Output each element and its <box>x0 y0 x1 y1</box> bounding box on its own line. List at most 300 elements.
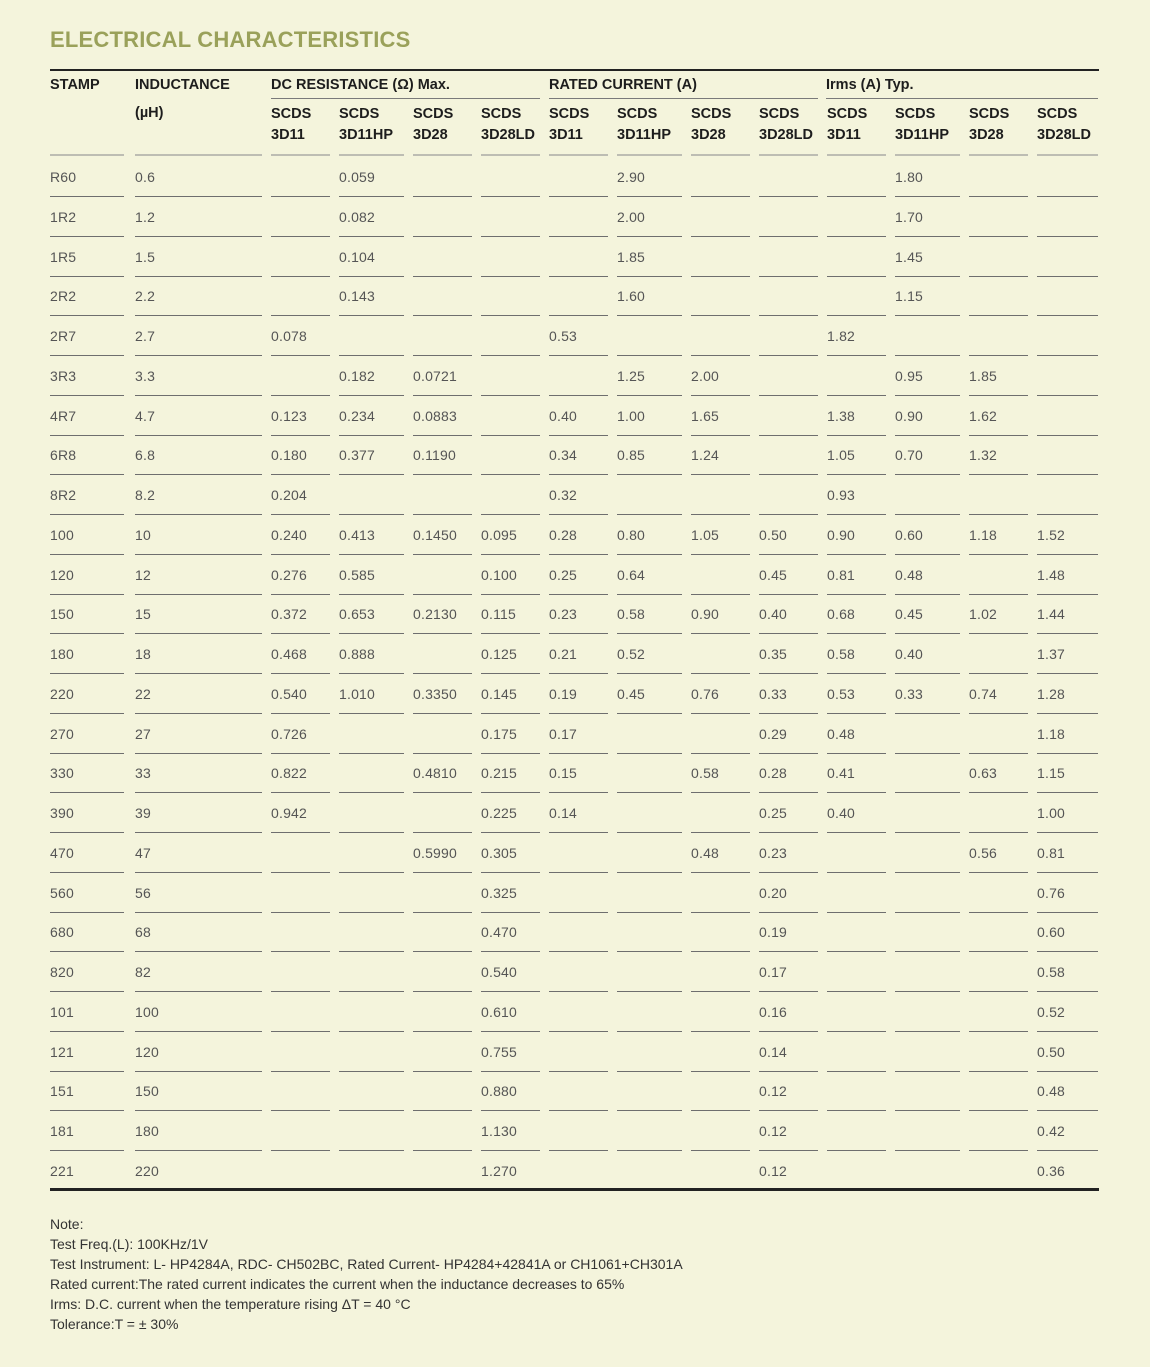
row-rule <box>691 1110 750 1111</box>
sub-header-series: SCDS <box>1037 106 1078 122</box>
row-rule <box>339 236 404 237</box>
column-header-rule <box>50 154 124 156</box>
sub-header-model: 3D28 <box>413 127 448 143</box>
row-rule <box>481 395 540 396</box>
row-rule <box>691 753 750 754</box>
value-cell: 0.52 <box>1037 1003 1066 1020</box>
row-rule <box>691 435 750 436</box>
value-cell: 0.17 <box>759 964 788 980</box>
row-rule <box>691 633 750 634</box>
row-rule <box>135 713 262 714</box>
row-rule <box>969 912 1028 913</box>
inductance-cell: 0.6 <box>135 169 156 185</box>
row-rule <box>271 236 330 237</box>
value-cell: 1.65 <box>691 407 720 424</box>
row-rule <box>481 474 540 475</box>
row-rule <box>135 196 262 197</box>
row-rule <box>969 753 1028 754</box>
row-rule <box>1037 474 1098 475</box>
row-rule <box>413 951 472 952</box>
row-rule <box>413 753 472 754</box>
row-rule <box>617 872 682 873</box>
value-cell: 0.33 <box>759 685 788 702</box>
row-rule <box>617 355 682 356</box>
row-rule <box>50 633 124 634</box>
row-rule <box>1037 435 1098 436</box>
row-rule <box>135 1150 262 1151</box>
value-cell: 0.50 <box>1037 1043 1066 1060</box>
row-rule <box>895 991 960 992</box>
row-rule <box>827 474 886 475</box>
row-rule <box>1037 832 1098 833</box>
row-rule <box>135 554 262 555</box>
inductance-cell: 220 <box>135 1162 159 1179</box>
row-rule <box>617 912 682 913</box>
row-rule <box>50 355 124 356</box>
value-cell: 0.70 <box>895 447 924 464</box>
value-cell: 1.62 <box>969 407 998 424</box>
inductance-cell: 3.3 <box>135 367 156 384</box>
value-cell: 0.4810 <box>413 765 458 782</box>
sub-header <box>827 104 867 146</box>
value-cell: 0.45 <box>759 566 788 583</box>
row-rule <box>339 276 404 277</box>
stamp-cell: 390 <box>50 805 74 821</box>
row-rule <box>339 395 404 396</box>
value-cell: 0.3350 <box>413 685 458 702</box>
row-rule <box>1037 673 1098 674</box>
row-rule <box>691 236 750 237</box>
row-rule <box>339 474 404 475</box>
row-rule <box>549 276 608 277</box>
row-rule <box>827 395 886 396</box>
value-cell: 0.28 <box>759 765 788 782</box>
row-rule <box>1037 514 1098 515</box>
row-rule <box>691 792 750 793</box>
row-rule <box>759 872 818 873</box>
row-rule <box>617 1031 682 1032</box>
row-rule <box>827 1110 886 1111</box>
column-header-rule <box>135 154 262 156</box>
row-rule <box>759 514 818 515</box>
table-bottom-rule <box>50 1188 1099 1191</box>
value-cell: 0.58 <box>691 765 720 782</box>
row-rule <box>549 474 608 475</box>
value-cell: 0.58 <box>827 646 856 662</box>
row-rule <box>135 832 262 833</box>
row-rule <box>549 1031 608 1032</box>
value-cell: 0.50 <box>759 526 788 543</box>
row-rule <box>895 872 960 873</box>
row-rule <box>759 991 818 992</box>
inductance-cell: 100 <box>135 1003 159 1020</box>
row-rule <box>339 594 404 595</box>
row-rule <box>413 792 472 793</box>
row-rule <box>50 951 124 952</box>
value-cell: 0.90 <box>895 407 924 424</box>
row-rule <box>413 633 472 634</box>
value-cell: 0.413 <box>339 526 376 543</box>
header-group-rule <box>826 98 1098 99</box>
value-cell: 1.18 <box>969 526 998 543</box>
row-rule <box>759 554 818 555</box>
value-cell: 0.15 <box>549 765 578 782</box>
sub-header-series: SCDS <box>691 106 732 122</box>
row-rule <box>339 951 404 952</box>
row-rule <box>827 435 886 436</box>
value-cell: 0.822 <box>271 765 308 782</box>
value-cell: 1.15 <box>1037 765 1066 782</box>
sub-header-model: 3D11HP <box>339 127 394 143</box>
value-cell: 0.42 <box>1037 1123 1066 1139</box>
row-rule <box>50 276 124 277</box>
row-rule <box>691 991 750 992</box>
row-rule <box>549 196 608 197</box>
row-rule <box>481 355 540 356</box>
row-rule <box>135 792 262 793</box>
row-rule <box>617 633 682 634</box>
row-rule <box>759 315 818 316</box>
row-rule <box>827 872 886 873</box>
sub-header-model: 3D11HP <box>617 127 672 143</box>
row-rule <box>895 1150 960 1151</box>
row-rule <box>759 1150 818 1151</box>
row-rule <box>1037 991 1098 992</box>
row-rule <box>617 1110 682 1111</box>
row-rule <box>271 1150 330 1151</box>
row-rule <box>691 474 750 475</box>
sub-header-series: SCDS <box>271 106 312 122</box>
value-cell: 0.215 <box>481 765 518 782</box>
row-rule <box>895 474 960 475</box>
value-cell: 0.12 <box>759 1162 788 1179</box>
row-rule <box>895 514 960 515</box>
row-rule <box>271 435 330 436</box>
value-cell: 0.942 <box>271 805 308 821</box>
value-cell: 0.93 <box>827 487 856 503</box>
row-rule <box>549 1150 608 1151</box>
sub-header <box>895 104 949 146</box>
column-header-rule <box>1037 154 1098 156</box>
value-cell: 0.12 <box>759 1123 788 1139</box>
row-rule <box>895 395 960 396</box>
row-rule <box>617 1150 682 1151</box>
row-rule <box>135 594 262 595</box>
row-rule <box>413 355 472 356</box>
value-cell: 0.48 <box>827 725 856 742</box>
row-rule <box>413 514 472 515</box>
row-rule <box>271 753 330 754</box>
row-rule <box>969 832 1028 833</box>
row-rule <box>617 594 682 595</box>
row-rule <box>969 395 1028 396</box>
row-rule <box>617 196 682 197</box>
value-cell: 0.540 <box>271 685 308 702</box>
row-rule <box>1037 395 1098 396</box>
row-rule <box>50 315 124 316</box>
row-rule <box>759 395 818 396</box>
value-cell: 0.32 <box>549 487 578 503</box>
value-cell: 0.16 <box>759 1003 788 1020</box>
row-rule <box>617 236 682 237</box>
row-rule <box>481 1110 540 1111</box>
row-rule <box>135 633 262 634</box>
value-cell: 0.104 <box>339 248 376 265</box>
value-cell: 0.90 <box>691 606 720 623</box>
value-cell: 0.0721 <box>413 367 458 384</box>
sub-header-model: 3D28LD <box>1037 127 1091 143</box>
row-rule <box>969 633 1028 634</box>
row-rule <box>895 951 960 952</box>
table-top-rule <box>50 69 1099 71</box>
row-rule <box>759 474 818 475</box>
value-cell: 1.270 <box>481 1162 518 1179</box>
value-cell: 1.44 <box>1037 606 1066 623</box>
column-header-rule <box>827 154 886 156</box>
row-rule <box>617 435 682 436</box>
value-cell: 1.15 <box>895 288 924 305</box>
value-cell: 0.078 <box>271 328 308 344</box>
row-rule <box>1037 713 1098 714</box>
row-rule <box>827 355 886 356</box>
sub-header-series: SCDS <box>339 106 380 122</box>
row-rule <box>1037 912 1098 913</box>
row-rule <box>691 594 750 595</box>
row-rule <box>339 1071 404 1072</box>
row-rule <box>50 1031 124 1032</box>
row-rule <box>50 832 124 833</box>
stamp-cell: 100 <box>50 526 74 543</box>
row-rule <box>759 792 818 793</box>
value-cell: 0.53 <box>549 328 578 344</box>
row-rule <box>827 753 886 754</box>
value-cell: 0.175 <box>481 725 518 742</box>
row-rule <box>549 912 608 913</box>
row-rule <box>271 872 330 873</box>
row-rule <box>135 991 262 992</box>
stamp-cell: 150 <box>50 606 74 623</box>
row-rule <box>339 991 404 992</box>
value-cell: 1.25 <box>617 367 646 384</box>
row-rule <box>50 991 124 992</box>
inductance-cell: 150 <box>135 1083 159 1100</box>
row-rule <box>549 435 608 436</box>
row-rule <box>895 753 960 754</box>
row-rule <box>481 792 540 793</box>
value-cell: 0.45 <box>617 685 646 702</box>
value-cell: 0.58 <box>1037 964 1066 980</box>
row-rule <box>895 236 960 237</box>
row-rule <box>691 1071 750 1072</box>
value-cell: 1.02 <box>969 606 998 623</box>
value-cell: 0.40 <box>895 646 924 662</box>
row-rule <box>969 435 1028 436</box>
value-cell: 0.40 <box>549 407 578 424</box>
row-rule <box>969 991 1028 992</box>
note-line: Test Freq.(L): 100KHz/1V <box>50 1236 208 1252</box>
row-rule <box>135 435 262 436</box>
inductance-cell: 120 <box>135 1043 159 1060</box>
row-rule <box>759 594 818 595</box>
row-rule <box>1037 355 1098 356</box>
row-rule <box>50 1150 124 1151</box>
row-rule <box>413 554 472 555</box>
column-header-rule <box>617 154 682 156</box>
row-rule <box>50 872 124 873</box>
row-rule <box>339 753 404 754</box>
value-cell: 0.468 <box>271 646 308 662</box>
row-rule <box>135 474 262 475</box>
value-cell: 0.45 <box>895 606 924 623</box>
value-cell: 0.059 <box>339 169 376 185</box>
inductance-cell: 12 <box>135 566 151 583</box>
value-cell: 0.95 <box>895 367 924 384</box>
row-rule <box>617 276 682 277</box>
row-rule <box>135 514 262 515</box>
row-rule <box>50 594 124 595</box>
sub-header <box>481 104 535 146</box>
column-header-rule <box>549 154 608 156</box>
header-inductance: INDUCTANCE <box>135 77 230 93</box>
sub-header-series: SCDS <box>549 106 590 122</box>
row-rule <box>549 713 608 714</box>
value-cell: 0.240 <box>271 526 308 543</box>
value-cell: 1.82 <box>827 328 856 344</box>
value-cell: 0.48 <box>691 844 720 861</box>
sub-header-model: 3D11HP <box>895 127 950 143</box>
value-cell: 0.0883 <box>413 407 458 424</box>
row-rule <box>691 713 750 714</box>
row-rule <box>895 435 960 436</box>
row-rule <box>827 236 886 237</box>
value-cell: 0.377 <box>339 447 376 464</box>
note-line: Irms: D.C. current when the temperature rising ΔT = 40 °C <box>50 1296 411 1312</box>
stamp-cell: 680 <box>50 924 74 941</box>
value-cell: 1.00 <box>1037 805 1066 821</box>
column-header-rule <box>481 154 540 156</box>
value-cell: 1.24 <box>691 447 720 464</box>
row-rule <box>691 196 750 197</box>
stamp-cell: 180 <box>50 646 74 662</box>
value-cell: 0.095 <box>481 526 518 543</box>
row-rule <box>759 1071 818 1072</box>
row-rule <box>895 713 960 714</box>
row-rule <box>617 951 682 952</box>
row-rule <box>827 951 886 952</box>
row-rule <box>413 872 472 873</box>
row-rule <box>135 1110 262 1111</box>
value-cell: 0.76 <box>691 685 720 702</box>
row-rule <box>827 196 886 197</box>
row-rule <box>759 276 818 277</box>
note-line: Test Instrument: L- HP4284A, RDC- CH502BC, Rated Current- HP4284+42841A or CH1061+CH301A <box>50 1256 683 1272</box>
sub-header-series: SCDS <box>895 106 936 122</box>
row-rule <box>481 276 540 277</box>
row-rule <box>691 514 750 515</box>
row-rule <box>413 713 472 714</box>
row-rule <box>339 633 404 634</box>
value-cell: 0.21 <box>549 646 578 662</box>
row-rule <box>969 474 1028 475</box>
row-rule <box>135 1031 262 1032</box>
row-rule <box>50 673 124 674</box>
column-header-rule <box>339 154 404 156</box>
row-rule <box>549 514 608 515</box>
inductance-cell: 10 <box>135 526 151 543</box>
value-cell: 1.80 <box>895 169 924 185</box>
column-header-rule <box>895 154 960 156</box>
value-cell: 0.40 <box>759 606 788 623</box>
row-rule <box>413 1150 472 1151</box>
row-rule <box>759 196 818 197</box>
inductance-cell: 47 <box>135 844 151 861</box>
value-cell: 0.182 <box>339 367 376 384</box>
row-rule <box>271 276 330 277</box>
row-rule <box>413 594 472 595</box>
row-rule <box>895 196 960 197</box>
row-rule <box>969 713 1028 714</box>
sub-header <box>271 104 311 146</box>
stamp-cell: 2R2 <box>50 288 77 305</box>
row-rule <box>271 912 330 913</box>
row-rule <box>827 673 886 674</box>
row-rule <box>50 713 124 714</box>
row-rule <box>481 236 540 237</box>
row-rule <box>271 196 330 197</box>
row-rule <box>691 872 750 873</box>
sub-header-model: 3D11 <box>549 127 583 143</box>
row-rule <box>50 1071 124 1072</box>
value-cell: 0.276 <box>271 566 308 583</box>
value-cell: 0.100 <box>481 566 518 583</box>
inductance-cell: 27 <box>135 725 151 742</box>
stamp-cell: 220 <box>50 685 74 702</box>
header-irms: Irms (A) Typ. <box>826 77 914 93</box>
row-rule <box>895 792 960 793</box>
value-cell: 0.58 <box>617 606 646 623</box>
row-rule <box>549 594 608 595</box>
value-cell: 1.60 <box>617 288 646 305</box>
row-rule <box>969 236 1028 237</box>
value-cell: 0.29 <box>759 725 788 742</box>
sub-header-model: 3D11 <box>271 127 305 143</box>
value-cell: 0.123 <box>271 407 308 424</box>
value-cell: 0.28 <box>549 526 578 543</box>
row-rule <box>413 1031 472 1032</box>
inductance-cell: 8.2 <box>135 487 156 503</box>
row-rule <box>759 753 818 754</box>
stamp-cell: 221 <box>50 1162 74 1179</box>
value-cell: 0.52 <box>617 646 646 662</box>
row-rule <box>691 1031 750 1032</box>
row-rule <box>481 514 540 515</box>
row-rule <box>481 673 540 674</box>
row-rule <box>271 395 330 396</box>
column-header-rule <box>271 154 330 156</box>
value-cell: 0.372 <box>271 606 308 623</box>
row-rule <box>1037 276 1098 277</box>
row-rule <box>481 713 540 714</box>
row-rule <box>827 1071 886 1072</box>
sub-header-model: 3D11 <box>827 127 861 143</box>
row-rule <box>827 594 886 595</box>
value-cell: 0.68 <box>827 606 856 623</box>
row-rule <box>1037 872 1098 873</box>
row-rule <box>271 594 330 595</box>
row-rule <box>691 315 750 316</box>
stamp-cell: 1R5 <box>50 248 77 265</box>
row-rule <box>549 872 608 873</box>
